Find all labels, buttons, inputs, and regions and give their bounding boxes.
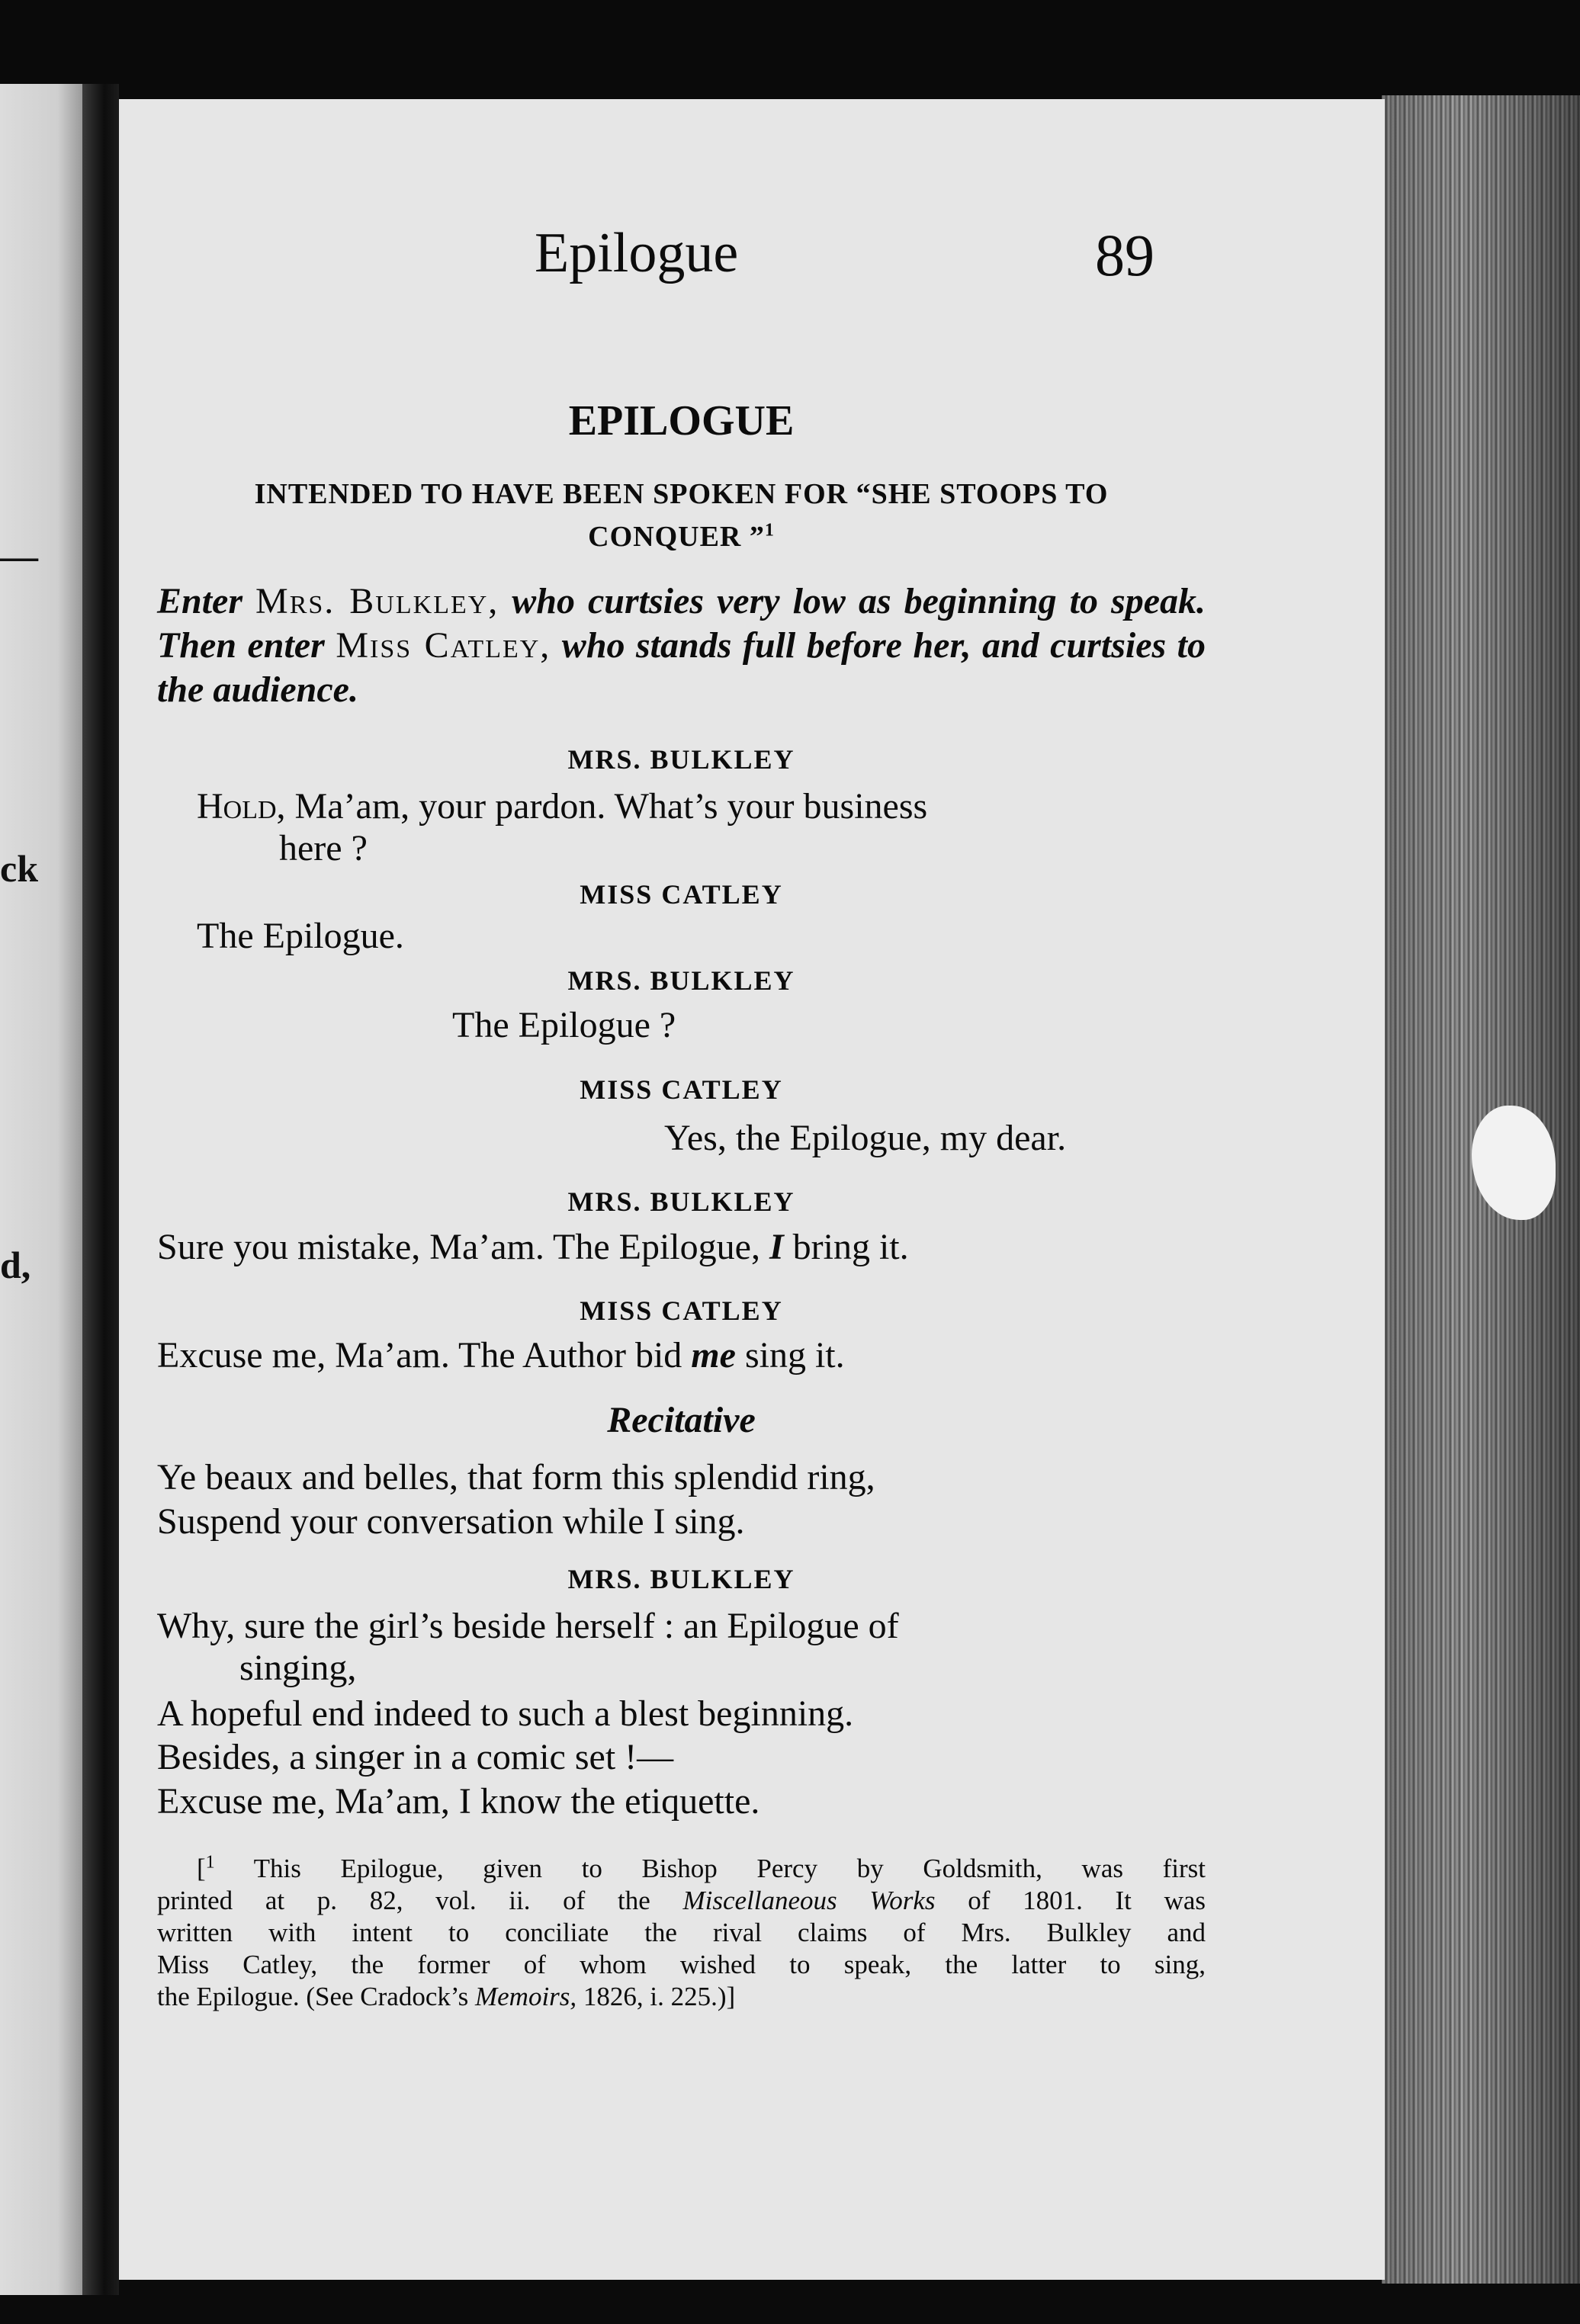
book-page <box>119 99 1385 2280</box>
stage-text: who stands full before her, and curtsies to the audience. <box>157 625 1206 710</box>
book-gutter <box>82 84 119 2295</box>
footnote-line <box>157 1981 1206 2013</box>
emphasis: me <box>691 1335 736 1375</box>
footnote-mark: 1 <box>764 520 775 541</box>
subtitle-line-2: CONQUER ” <box>588 521 765 553</box>
page-number: 89 <box>1095 222 1154 288</box>
dialogue-line: The Epilogue. <box>197 916 404 956</box>
dialogue-text: Sure you mistake, Ma’am. The Epilogue, <box>157 1227 760 1267</box>
dialogue-line: The Epilogue ? <box>452 1005 676 1045</box>
footnote-line: written with intent to conciliate the rival claims of Mrs. Bulkley and <box>157 1918 1206 1947</box>
section-title: EPILOGUE <box>568 397 795 445</box>
speaker-label: MRS. BULKLEY <box>567 965 795 996</box>
left-page-text-fragment: — <box>0 534 38 577</box>
running-header-title: Epilogue <box>535 222 739 284</box>
stage-enter: Enter <box>157 581 243 621</box>
footnote-italic: Miscellaneous Works <box>682 1886 936 1915</box>
speaker-label: MRS. BULKLEY <box>567 1564 795 1594</box>
verse-line: Suspend your conversation while I sing. <box>157 1501 745 1542</box>
speaker-label: MRS. BULKLEY <box>567 1186 795 1217</box>
dialogue-continuation: here ? <box>279 828 368 868</box>
footnote <box>157 1853 1206 2013</box>
footnote-italic: Memoirs, <box>474 1982 577 2011</box>
dialogue-text: Ma’am, your pardon. What’s your business <box>294 786 928 827</box>
speaker-label: MISS CATLEY <box>580 879 783 910</box>
initial-capital-word: Hold, <box>197 786 286 827</box>
recitative-heading: Recitative <box>607 1400 756 1440</box>
dialogue-text: bring it. <box>792 1227 909 1267</box>
footnote-text: This Epilogue, given to Bishop Percy by Goldsmith, was first <box>253 1854 1206 1883</box>
dialogue-text: sing it. <box>744 1335 845 1375</box>
speaker-label: MRS. BULKLEY <box>567 744 795 775</box>
footnote-text: the Epilogue. (See Cradock’s <box>157 1982 469 2011</box>
dialogue-text: Excuse me, Ma’am. The Author bid <box>157 1335 682 1375</box>
footnote-mark: 1 <box>205 1852 215 1873</box>
footnote-text: printed at p. 82, vol. ii. of the <box>157 1886 650 1915</box>
section-subtitle <box>157 473 1206 558</box>
character-name: Miss Catley, <box>336 625 551 666</box>
speaker-label: MISS CATLEY <box>580 1074 783 1105</box>
dialogue-continuation: singing, <box>239 1648 357 1688</box>
dialogue-line <box>157 1226 909 1268</box>
subtitle-line-1: INTENDED TO HAVE BEEN SPOKEN FOR “SHE STOOPS TO <box>254 478 1109 510</box>
verse-line: A hopeful end indeed to such a blest beginning. <box>157 1693 854 1734</box>
dialogue-line: Yes, the Epilogue, my dear. <box>664 1118 1067 1158</box>
scan-background-top <box>0 0 1580 99</box>
footnote-line <box>157 1885 1206 1917</box>
speaker-label: MISS CATLEY <box>580 1295 783 1326</box>
footnote-line <box>157 1853 1206 1885</box>
verse-line: Besides, a singer in a comic set !— <box>157 1737 674 1777</box>
footnote-bracket: [ <box>197 1854 206 1883</box>
stage-direction <box>157 579 1206 712</box>
footnote-text: 1826, i. 225.)] <box>583 1982 736 2011</box>
verse-line: Ye beaux and belles, that form this splendid ring, <box>157 1457 875 1497</box>
adjacent-page-fragment <box>0 84 82 2295</box>
character-name: Mrs. Bulkley, <box>255 581 499 621</box>
emphasis: I <box>769 1227 784 1267</box>
dialogue-line <box>157 1334 845 1376</box>
stage-text: who curtsies very low as beginning to speak. Then enter <box>157 581 1206 666</box>
left-page-text-fragment: d, <box>0 1244 31 1286</box>
footnote-line: Miss Catley, the former of whom wished to speak, the latter to sing, <box>157 1950 1206 1979</box>
left-page-text-fragment: ck <box>0 847 38 890</box>
dialogue-line <box>157 1605 1206 1647</box>
footnote-text: of 1801. It was <box>968 1886 1206 1915</box>
verse-line: Excuse me, Ma’am, I know the etiquette. <box>157 1781 760 1822</box>
dialogue-text: Why, sure the girl’s beside herself : an Epilogue of <box>157 1606 899 1646</box>
dialogue-line <box>197 785 1206 827</box>
